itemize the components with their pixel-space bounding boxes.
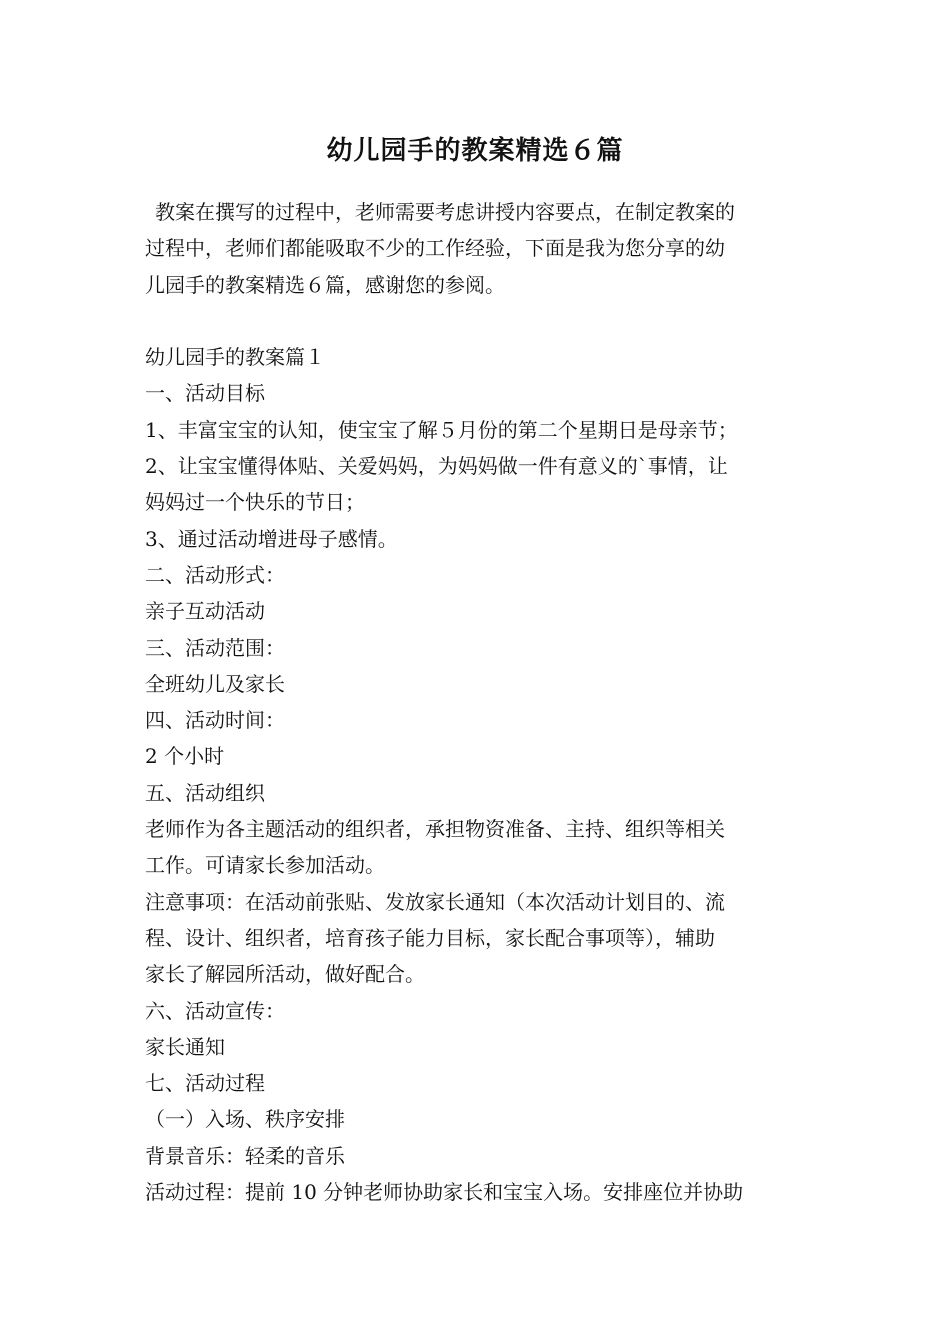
document-title: 幼儿园手的教案精选６篇 [326, 136, 624, 166]
text-line: 活动过程：提前 10 分钟老师协助家长和宝宝入场。安排座位并协助 [145, 1180, 744, 1205]
text-line: 注意事项：在活动前张贴、发放家长通知（本次活动计划目的、流 [145, 889, 725, 914]
subheading: 四、活动时间： [145, 708, 285, 733]
text-line: （一）入场、秩序安排 [145, 1107, 345, 1132]
subheading: 二、活动形式： [145, 562, 285, 587]
text-line: 工作。可请家长参加活动。 [145, 853, 385, 878]
subheading: 五、活动组织 [145, 780, 265, 805]
text-line: 家长通知 [145, 1034, 225, 1059]
text-line: 2、让宝宝懂得体贴、关爱妈妈，为妈妈做一件有意义的`事情，让 [145, 454, 728, 479]
lesson-plan-section [145, 339, 807, 1210]
intro-paragraph [145, 194, 807, 303]
document-body [145, 194, 807, 1210]
subheading: 三、活动范围： [145, 635, 285, 660]
text-line: 家长了解园所活动，做好配合。 [145, 962, 425, 987]
intro-line: 儿园手的教案精选６篇，感谢您的参阅。 [145, 272, 505, 297]
text-line: 程、设计、组织者，培育孩子能力目标，家长配合事项等），辅助 [145, 925, 715, 950]
text-line: 老师作为各主题活动的组织者，承担物资准备、主持、组织等相关 [145, 817, 725, 842]
text-line: 1、丰富宝宝的认知，使宝宝了解５月份的第二个星期日是母亲节； [145, 417, 738, 442]
text-line: 全班幼儿及家长 [145, 671, 285, 696]
text-line: 亲子互动活动 [145, 599, 265, 624]
paragraph-spacer [145, 303, 807, 339]
subheading: 七、活动过程 [145, 1071, 265, 1096]
section-heading: 幼儿园手的教案篇１ [145, 345, 325, 370]
subheading: 一、活动目标 [145, 381, 265, 406]
intro-line: 过程中，老师们都能吸取不少的工作经验，下面是我为您分享的幼 [145, 236, 725, 261]
text-line: 妈妈过一个快乐的节日； [145, 490, 365, 515]
text-line: 2 个小时 [145, 744, 225, 769]
text-line: 背景音乐：轻柔的音乐 [145, 1143, 345, 1168]
subheading: 六、活动宣传： [145, 998, 285, 1023]
intro-line: 教案在撰写的过程中，老师需要考虑讲授内容要点，在制定教案的 [155, 200, 735, 224]
text-line: 3、通过活动增进母子感情。 [145, 526, 398, 551]
